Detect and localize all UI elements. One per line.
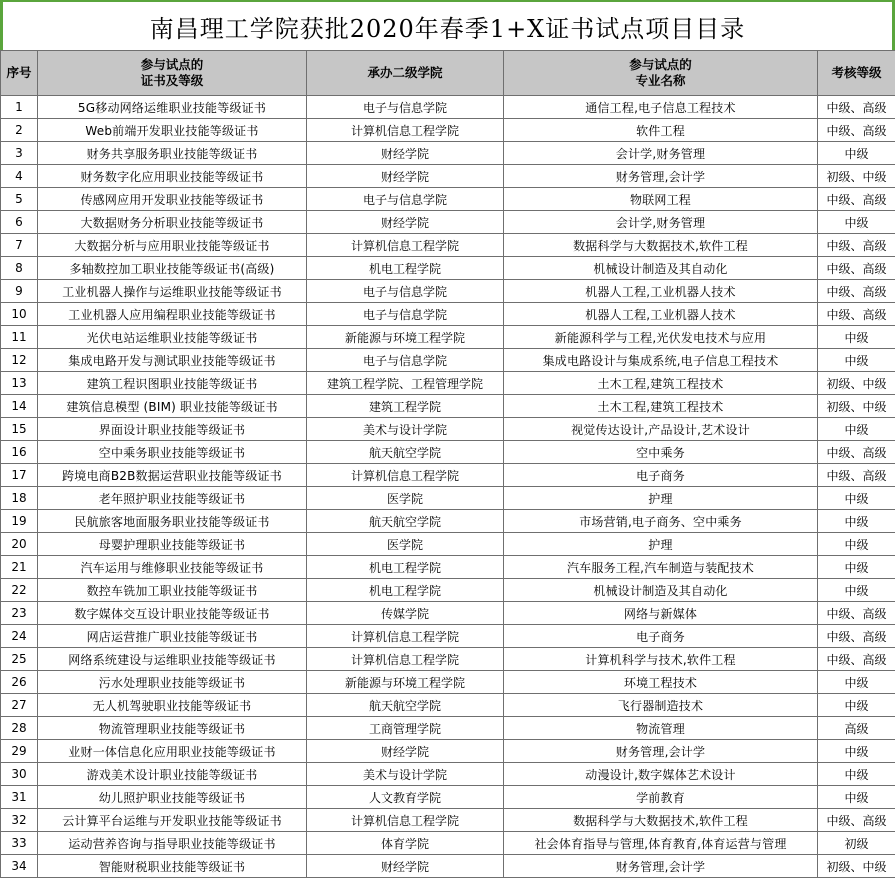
cell-cert: 建筑工程识图职业技能等级证书 (38, 372, 307, 395)
table-body (1, 96, 895, 878)
cell-num: 1 (1, 96, 38, 119)
cell-college: 电子与信息学院 (307, 303, 504, 326)
cell-num: 12 (1, 349, 38, 372)
cell-level: 中级、高级 (818, 648, 895, 671)
cell-cert: 大数据分析与应用职业技能等级证书 (38, 234, 307, 257)
table-row (1, 648, 895, 671)
cell-major: 软件工程 (504, 119, 818, 142)
cell-major: 动漫设计,数字媒体艺术设计 (504, 763, 818, 786)
cell-cert: 物流管理职业技能等级证书 (38, 717, 307, 740)
header-level: 考核等级 (818, 51, 895, 96)
cell-level: 中级 (818, 510, 895, 533)
cell-num: 13 (1, 372, 38, 395)
cell-college: 计算机信息工程学院 (307, 234, 504, 257)
cell-college: 机电工程学院 (307, 579, 504, 602)
cell-major: 财务管理,会计学 (504, 855, 818, 878)
cell-level: 中级 (818, 694, 895, 717)
cell-level: 中级 (818, 533, 895, 556)
cell-level: 中级、高级 (818, 464, 895, 487)
cell-college: 计算机信息工程学院 (307, 625, 504, 648)
cell-level: 中级 (818, 786, 895, 809)
table-row (1, 464, 895, 487)
cell-cert: 集成电路开发与测试职业技能等级证书 (38, 349, 307, 372)
cell-cert: 界面设计职业技能等级证书 (38, 418, 307, 441)
cell-cert: 数字媒体交互设计职业技能等级证书 (38, 602, 307, 625)
cell-num: 27 (1, 694, 38, 717)
table-row (1, 96, 895, 119)
cell-cert: 游戏美术设计职业技能等级证书 (38, 763, 307, 786)
cell-num: 9 (1, 280, 38, 303)
cell-level: 中级 (818, 326, 895, 349)
cell-college: 航天航空学院 (307, 510, 504, 533)
cell-level: 中级 (818, 579, 895, 602)
table-row (1, 809, 895, 832)
cell-major: 财务管理,会计学 (504, 740, 818, 763)
cell-college: 财经学院 (307, 142, 504, 165)
cell-num: 19 (1, 510, 38, 533)
header-cert (38, 51, 307, 96)
header-cert-line1: 参与试点的 (38, 57, 306, 73)
cell-major: 汽车服务工程,汽车制造与装配技术 (504, 556, 818, 579)
cell-college: 财经学院 (307, 740, 504, 763)
cell-level: 中级 (818, 740, 895, 763)
table-row (1, 763, 895, 786)
cell-cert: 传感网应用开发职业技能等级证书 (38, 188, 307, 211)
cell-num: 11 (1, 326, 38, 349)
cell-level: 中级、高级 (818, 809, 895, 832)
cell-major: 机械设计制造及其自动化 (504, 257, 818, 280)
cell-college: 医学院 (307, 487, 504, 510)
table-row (1, 188, 895, 211)
table-row (1, 832, 895, 855)
table-row (1, 740, 895, 763)
cell-num: 20 (1, 533, 38, 556)
cell-major: 电子商务 (504, 464, 818, 487)
cell-level: 中级、高级 (818, 257, 895, 280)
cell-level: 中级 (818, 556, 895, 579)
cell-num: 26 (1, 671, 38, 694)
cell-major: 环境工程技术 (504, 671, 818, 694)
cell-college: 医学院 (307, 533, 504, 556)
cell-college: 体育学院 (307, 832, 504, 855)
table-row (1, 395, 895, 418)
cell-num: 34 (1, 855, 38, 878)
cell-college: 电子与信息学院 (307, 188, 504, 211)
cell-major: 护理 (504, 533, 818, 556)
cell-cert: 数控车铣加工职业技能等级证书 (38, 579, 307, 602)
table-row (1, 533, 895, 556)
cell-college: 机电工程学院 (307, 556, 504, 579)
cell-college: 财经学院 (307, 165, 504, 188)
cell-cert: 财务数字化应用职业技能等级证书 (38, 165, 307, 188)
cell-college: 建筑工程学院、工程管理学院 (307, 372, 504, 395)
cell-cert: 大数据财务分析职业技能等级证书 (38, 211, 307, 234)
table-row (1, 372, 895, 395)
cell-level: 中级 (818, 349, 895, 372)
cell-level: 初级、中级 (818, 165, 895, 188)
cell-num: 5 (1, 188, 38, 211)
cell-cert: 云计算平台运维与开发职业技能等级证书 (38, 809, 307, 832)
cell-cert: 业财一体信息化应用职业技能等级证书 (38, 740, 307, 763)
table-row (1, 165, 895, 188)
table-row (1, 280, 895, 303)
cell-major: 数据科学与大数据技术,软件工程 (504, 234, 818, 257)
cell-num: 7 (1, 234, 38, 257)
cell-major: 数据科学与大数据技术,软件工程 (504, 809, 818, 832)
cell-num: 2 (1, 119, 38, 142)
cell-cert: 多轴数控加工职业技能等级证书(高级) (38, 257, 307, 280)
cell-num: 4 (1, 165, 38, 188)
table-row (1, 257, 895, 280)
cell-major: 土木工程,建筑工程技术 (504, 372, 818, 395)
cell-cert: 建筑信息模型 (BIM) 职业技能等级证书 (38, 395, 307, 418)
cell-num: 33 (1, 832, 38, 855)
cell-level: 中级、高级 (818, 602, 895, 625)
cell-num: 28 (1, 717, 38, 740)
cell-num: 32 (1, 809, 38, 832)
cell-level: 中级、高级 (818, 119, 895, 142)
table-row (1, 142, 895, 165)
cell-major: 财务管理,会计学 (504, 165, 818, 188)
cell-level: 高级 (818, 717, 895, 740)
table-row (1, 625, 895, 648)
cell-college: 计算机信息工程学院 (307, 464, 504, 487)
page-title: 南昌理工学院获批2020年春季1+X证书试点项目目录 (0, 0, 895, 50)
cell-major: 会计学,财务管理 (504, 142, 818, 165)
cell-num: 24 (1, 625, 38, 648)
table-row (1, 441, 895, 464)
table-row (1, 556, 895, 579)
cell-level: 中级 (818, 211, 895, 234)
cell-cert: 污水处理职业技能等级证书 (38, 671, 307, 694)
cell-college: 财经学院 (307, 211, 504, 234)
cell-college: 电子与信息学院 (307, 96, 504, 119)
cell-level: 中级、高级 (818, 280, 895, 303)
cell-cert: 汽车运用与维修职业技能等级证书 (38, 556, 307, 579)
cell-major: 土木工程,建筑工程技术 (504, 395, 818, 418)
cell-major: 计算机科学与技术,软件工程 (504, 648, 818, 671)
cell-level: 中级 (818, 418, 895, 441)
cell-num: 21 (1, 556, 38, 579)
cell-num: 22 (1, 579, 38, 602)
cell-cert: 工业机器人操作与运维职业技能等级证书 (38, 280, 307, 303)
cell-num: 30 (1, 763, 38, 786)
cell-college: 新能源与环境工程学院 (307, 326, 504, 349)
table-row (1, 234, 895, 257)
cell-num: 25 (1, 648, 38, 671)
table-row (1, 418, 895, 441)
cell-major: 机械设计制造及其自动化 (504, 579, 818, 602)
cell-major: 物流管理 (504, 717, 818, 740)
cell-cert: 智能财税职业技能等级证书 (38, 855, 307, 878)
cell-num: 31 (1, 786, 38, 809)
certificate-table (0, 50, 895, 878)
table-row (1, 855, 895, 878)
cell-num: 14 (1, 395, 38, 418)
cell-major: 集成电路设计与集成系统,电子信息工程技术 (504, 349, 818, 372)
cell-college: 航天航空学院 (307, 694, 504, 717)
cell-major: 飞行器制造技术 (504, 694, 818, 717)
cell-level: 中级 (818, 142, 895, 165)
cell-cert: 5G移动网络运维职业技能等级证书 (38, 96, 307, 119)
cell-cert: 光伏电站运维职业技能等级证书 (38, 326, 307, 349)
header-major (504, 51, 818, 96)
cell-major: 电子商务 (504, 625, 818, 648)
cell-major: 物联网工程 (504, 188, 818, 211)
cell-level: 初级、中级 (818, 395, 895, 418)
table-row (1, 579, 895, 602)
cell-cert: 工业机器人应用编程职业技能等级证书 (38, 303, 307, 326)
cell-num: 18 (1, 487, 38, 510)
cell-cert: 网络系统建设与运维职业技能等级证书 (38, 648, 307, 671)
cell-level: 中级、高级 (818, 96, 895, 119)
cell-cert: 母婴护理职业技能等级证书 (38, 533, 307, 556)
cell-major: 机器人工程,工业机器人技术 (504, 303, 818, 326)
cell-major: 机器人工程,工业机器人技术 (504, 280, 818, 303)
cell-num: 10 (1, 303, 38, 326)
cell-college: 传媒学院 (307, 602, 504, 625)
cell-college: 计算机信息工程学院 (307, 809, 504, 832)
cell-level: 中级、高级 (818, 625, 895, 648)
cell-num: 16 (1, 441, 38, 464)
cell-college: 美术与设计学院 (307, 763, 504, 786)
cell-college: 计算机信息工程学院 (307, 119, 504, 142)
cell-major: 通信工程,电子信息工程技术 (504, 96, 818, 119)
cell-level: 初级 (818, 832, 895, 855)
table-row (1, 119, 895, 142)
cell-num: 17 (1, 464, 38, 487)
cell-cert: 空中乘务职业技能等级证书 (38, 441, 307, 464)
table-row (1, 303, 895, 326)
cell-major: 视觉传达设计,产品设计,艺术设计 (504, 418, 818, 441)
cell-college: 电子与信息学院 (307, 349, 504, 372)
table-row (1, 349, 895, 372)
table-row (1, 671, 895, 694)
table-row (1, 786, 895, 809)
cell-major: 护理 (504, 487, 818, 510)
cell-major: 学前教育 (504, 786, 818, 809)
cell-level: 中级 (818, 763, 895, 786)
cell-college: 美术与设计学院 (307, 418, 504, 441)
table-row (1, 510, 895, 533)
cell-num: 6 (1, 211, 38, 234)
cell-college: 机电工程学院 (307, 257, 504, 280)
cell-college: 电子与信息学院 (307, 280, 504, 303)
cell-major: 新能源科学与工程,光伏发电技术与应用 (504, 326, 818, 349)
cell-num: 29 (1, 740, 38, 763)
header-num: 序号 (1, 51, 38, 96)
cell-college: 财经学院 (307, 855, 504, 878)
cell-major: 网络与新媒体 (504, 602, 818, 625)
cell-cert: 运动营养咨询与指导职业技能等级证书 (38, 832, 307, 855)
cell-cert: 网店运营推广职业技能等级证书 (38, 625, 307, 648)
cell-college: 工商管理学院 (307, 717, 504, 740)
cell-level: 中级 (818, 671, 895, 694)
cell-num: 3 (1, 142, 38, 165)
cell-level: 中级、高级 (818, 234, 895, 257)
table-row (1, 717, 895, 740)
cell-major: 市场营销,电子商务、空中乘务 (504, 510, 818, 533)
header-major-line1: 参与试点的 (504, 57, 817, 73)
cell-num: 8 (1, 257, 38, 280)
header-major-line2: 专业名称 (504, 73, 817, 89)
table-row (1, 211, 895, 234)
cell-cert: 无人机驾驶职业技能等级证书 (38, 694, 307, 717)
cell-major: 社会体育指导与管理,体育教育,体育运营与管理 (504, 832, 818, 855)
cell-level: 中级、高级 (818, 441, 895, 464)
cell-num: 15 (1, 418, 38, 441)
cell-level: 中级、高级 (818, 188, 895, 211)
table-row (1, 694, 895, 717)
table-row (1, 602, 895, 625)
cell-cert: 老年照护职业技能等级证书 (38, 487, 307, 510)
cell-major: 会计学,财务管理 (504, 211, 818, 234)
cell-cert: 财务共享服务职业技能等级证书 (38, 142, 307, 165)
cell-level: 中级 (818, 487, 895, 510)
cell-level: 中级、高级 (818, 303, 895, 326)
cell-cert: 民航旅客地面服务职业技能等级证书 (38, 510, 307, 533)
cell-cert: 跨境电商B2B数据运营职业技能等级证书 (38, 464, 307, 487)
cell-num: 23 (1, 602, 38, 625)
table-header-row (1, 51, 895, 96)
cell-college: 新能源与环境工程学院 (307, 671, 504, 694)
cell-college: 航天航空学院 (307, 441, 504, 464)
cell-cert: Web前端开发职业技能等级证书 (38, 119, 307, 142)
cell-college: 人文教育学院 (307, 786, 504, 809)
cell-cert: 幼儿照护职业技能等级证书 (38, 786, 307, 809)
table-row (1, 487, 895, 510)
table-row (1, 326, 895, 349)
cell-college: 建筑工程学院 (307, 395, 504, 418)
header-cert-line2: 证书及等级 (38, 73, 306, 89)
cell-major: 空中乘务 (504, 441, 818, 464)
cell-college: 计算机信息工程学院 (307, 648, 504, 671)
header-college: 承办二级学院 (307, 51, 504, 96)
cell-level: 初级、中级 (818, 372, 895, 395)
cell-level: 初级、中级 (818, 855, 895, 878)
